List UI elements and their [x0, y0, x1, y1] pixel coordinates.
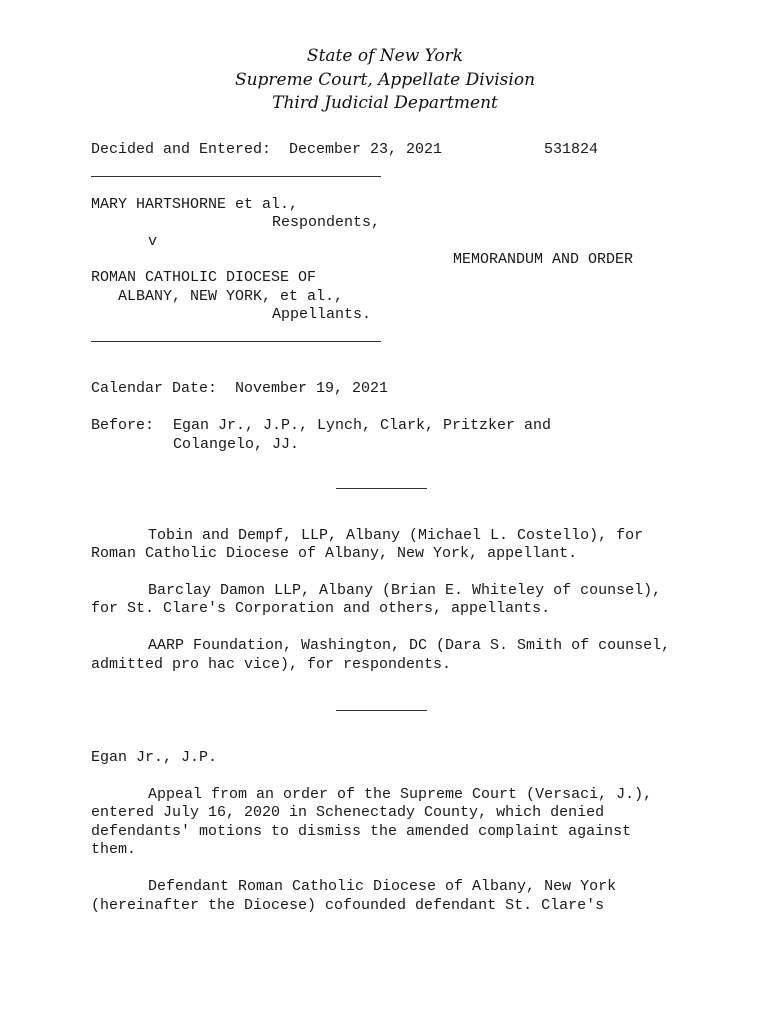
before-justices-line2: Colangelo, JJ.	[173, 436, 300, 453]
before-label: Before:	[91, 417, 155, 434]
calendar-date: Calendar Date: November 19, 2021	[91, 380, 389, 397]
department-heading: Third Judicial Department	[272, 93, 498, 113]
order-type: MEMORANDUM AND ORDER	[453, 251, 634, 268]
section-separator	[336, 710, 427, 711]
opinion-para1-line: them.	[91, 841, 137, 858]
section-separator	[336, 488, 427, 489]
defendant-role: Appellants.	[272, 306, 372, 323]
state-heading: State of New York	[306, 46, 464, 66]
opinion-para1-line: entered July 16, 2020 in Schenectady County, which denied	[91, 804, 605, 821]
opinion-para1-line: Appeal from an order of the Supreme Court (Versaci, J.),	[148, 786, 653, 803]
counsel-2-line2: for St. Clare's Corporation and others, appellants.	[91, 600, 551, 617]
versus-label: v	[148, 233, 158, 250]
court-heading: Supreme Court, Appellate Division	[234, 70, 536, 90]
defendant-name-line1: ROMAN CATHOLIC DIOCESE OF	[91, 269, 317, 286]
opinion-para1-line: defendants' motions to dismiss the amended complaint against	[91, 823, 632, 840]
opinion-para2-line: Defendant Roman Catholic Diocese of Albany, New York	[148, 878, 617, 895]
decided-entered-line: Decided and Entered: December 23, 2021	[91, 141, 443, 158]
caption-bottom-rule	[91, 341, 381, 342]
counsel-3-line1: AARP Foundation, Washington, DC (Dara S. Smith of counsel,	[148, 637, 671, 654]
plaintiff-role: Respondents,	[272, 214, 381, 231]
counsel-1-line2: Roman Catholic Diocese of Albany, New York, appellant.	[91, 545, 578, 562]
counsel-2-line1: Barclay Damon LLP, Albany (Brian E. Whiteley of counsel),	[148, 582, 662, 599]
docket-number: 531824	[544, 141, 599, 158]
plaintiff-name: MARY HARTSHORNE et al.,	[91, 196, 299, 213]
before-justices-line1: Egan Jr., J.P., Lynch, Clark, Pritzker and	[173, 417, 552, 434]
counsel-1-line1: Tobin and Dempf, LLP, Albany (Michael L. Costello), for	[148, 527, 644, 544]
caption-top-rule	[91, 176, 381, 177]
opinion-para2-line: (hereinafter the Diocese) cofounded defendant St. Clare's	[91, 897, 605, 914]
opinion-author: Egan Jr., J.P.	[91, 749, 218, 766]
defendant-name-line2: ALBANY, NEW YORK, et al.,	[118, 288, 344, 305]
counsel-3-line2: admitted pro hac vice), for respondents.	[91, 656, 452, 673]
